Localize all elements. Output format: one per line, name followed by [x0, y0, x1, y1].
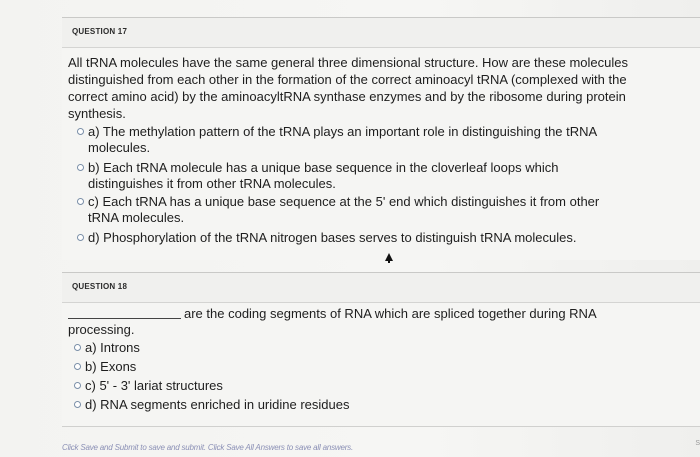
question-text: All tRNA molecules have the same general three dimensional structure. How are these molecules distinguished from each other in the formation of the correct aminoacyl tRNA (complexed with the correct amino acid) by the aminoacyltRNA synthase enzymes and by the ribosome during protein synthesis.: [68, 55, 628, 121]
question-header: [62, 273, 700, 303]
radio-button[interactable]: [74, 401, 81, 408]
radio-button[interactable]: [77, 198, 84, 205]
option-label: a) The methylation pattern of the tRNA plays an important role in distinguishing the tRNA molecules.: [88, 124, 598, 155]
option-label: d) RNA segments enriched in uridine residues: [85, 397, 350, 412]
mouse-cursor-icon: [385, 253, 393, 261]
option-label: b) Exons: [85, 359, 137, 374]
question-text-continued: processing.: [68, 322, 135, 337]
option-label: b) Each tRNA molecule has a unique base sequence in the cloverleaf loops which distinguishes it from other tRNA molecules.: [88, 160, 559, 191]
footer-instructions: Click Save and Submit to save and submit. Click Save All Answers to save all answers.: [62, 443, 353, 452]
radio-button[interactable]: [77, 234, 84, 241]
option-label: c) 5' - 3' lariat structures: [85, 378, 223, 393]
question-header: [62, 18, 700, 48]
question-17-block: [62, 17, 700, 260]
question-text: are the coding segments of RNA which are spliced together during RNA: [184, 306, 597, 321]
question-title: QUESTION 17: [72, 27, 128, 36]
radio-button[interactable]: [74, 382, 81, 389]
option-label: c) Each tRNA has a unique base sequence at the 5' end which distinguishes it from other tRNA molecules.: [88, 194, 600, 225]
radio-button[interactable]: [77, 128, 84, 135]
question-18-block: [62, 272, 700, 427]
radio-button[interactable]: [74, 363, 81, 370]
edge-text: S: [695, 440, 700, 447]
option-label: d) Phosphorylation of the tRNA nitrogen bases serves to distinguish tRNA molecules.: [88, 230, 577, 245]
fill-in-blank-line: [68, 318, 181, 319]
option-label: a) Introns: [85, 340, 140, 355]
question-title: QUESTION 18: [72, 282, 128, 291]
radio-button[interactable]: [77, 164, 84, 171]
radio-button[interactable]: [74, 344, 81, 351]
